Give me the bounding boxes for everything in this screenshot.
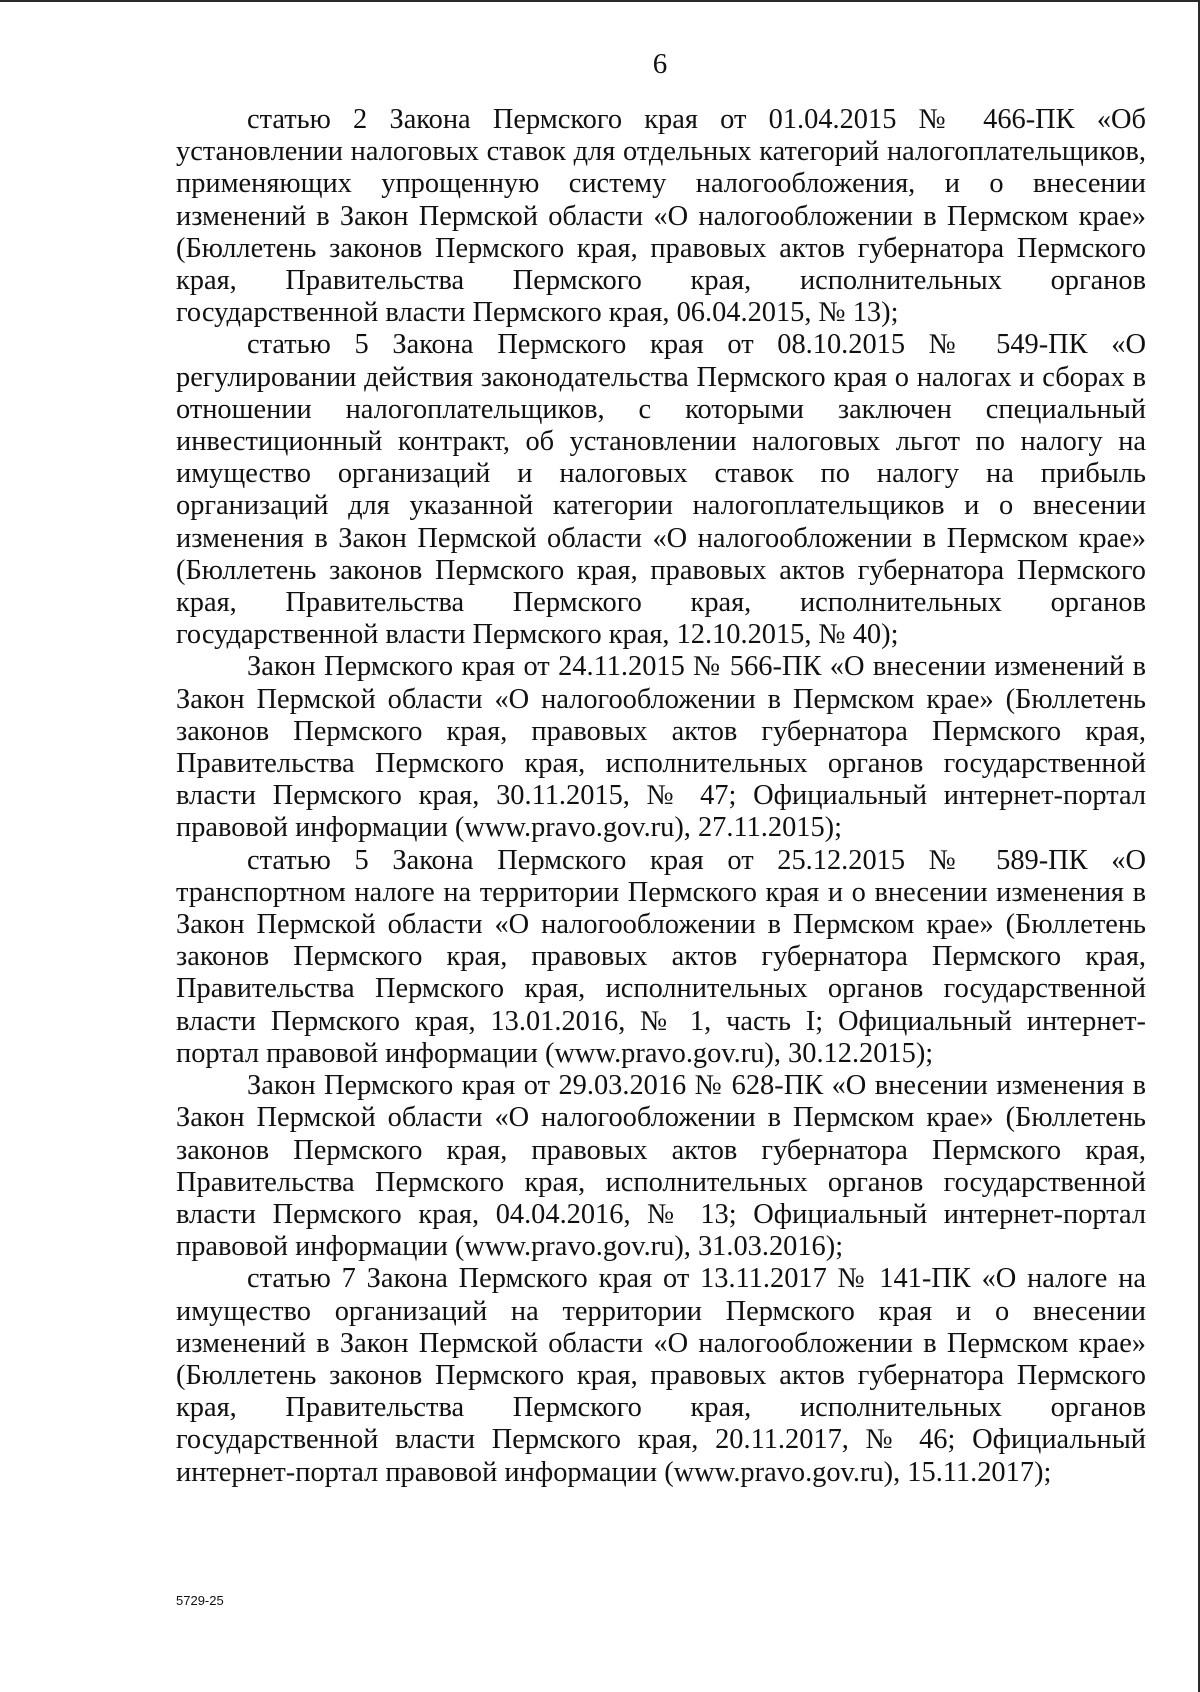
paragraph-article-5-law-549: статью 5 Закона Пермского края от 08.10.2015 № 549-ПК «О регулировании действия законодательства Пермского края о налогах и сборах в отношении налогоплательщиков, с которыми заключен специальный инвестиционный контракт, об установлении налоговых льгот по налогу на имущество организаций и налоговых ставок по налогу на прибыль организаций для указанной категории налогоплательщиков и о внесении изменения в Закон Пермской области «О налогообложении в Пермском крае» (Бюллетень законов Пермского края, правовых актов губернатора Пермского края, Правительства Пермского края, исполнительных органов государственной власти Пермского края, 12.10.2015, № 40); — [176, 329, 1146, 651]
paragraph-article-7-law-141: статью 7 Закона Пермского края от 13.11.2017 № 141-ПК «О налоге на имущество организаций на территории Пермского края и о внесении изменений в Закон Пермской области «О налогообложении в Пермском крае» (Бюллетень законов Пермского края, правовых актов губернатора Пермского края, Правительства Пермского края, исполнительных органов государственной власти Пермского края, 20.11.2017, № 46; Официальный интернет-портал правовой информации (www.pravo.gov.ru), 15.11.2017); — [176, 1263, 1146, 1488]
paragraph-article-2-law-466: статью 2 Закона Пермского края от 01.04.2015 № 466-ПК «Об установлении налоговых ставок для отдельных категорий налогоплательщиков, применяющих упрощенную систему налогообложения, и о внесении изменений в Закон Пермской области «О налогообложении в Пермском крае» (Бюллетень законов Пермского края, правовых актов губернатора Пермского края, Правительства Пермского края, исполнительных органов государственной власти Пермского края, 06.04.2015, № 13); — [176, 104, 1146, 329]
page-number: 6 — [652, 48, 668, 80]
paragraph-article-5-law-589: статью 5 Закона Пермского края от 25.12.2015 № 589-ПК «О транспортном налоге на территории Пермского края и о внесении изменения в Закон Пермской области «О налогообложении в Пермском крае» (Бюллетень законов Пермского края, правовых актов губернатора Пермского края, Правительства Пермского края, исполнительных органов государственной власти Пермского края, 13.01.2016, № 1, часть I; Официальный интернет-портал правовой информации (www.pravo.gov.ru), 30.12.2015); — [176, 844, 1146, 1069]
paragraph-law-566: Закон Пермского края от 24.11.2015 № 566-ПК «О внесении изменений в Закон Пермской области «О налогообложении в Пермском крае» (Бюллетень законов Пермского края, правовых актов губернатора Пермского края, Правительства Пермского края, исполнительных органов государственной власти Пермского края, 30.11.2015, № 47; Официальный интернет-портал правовой информации (www.pravo.gov.ru), 27.11.2015); — [176, 651, 1146, 844]
document-footer-code: 5729-25 — [176, 1593, 224, 1608]
document-body — [176, 104, 1146, 1489]
paragraph-law-628: Закон Пермского края от 29.03.2016 № 628-ПК «О внесении изменения в Закон Пермской области «О налогообложении в Пермском крае» (Бюллетень законов Пермского края, правовых актов губернатора Пермского края, Правительства Пермского края, исполнительных органов государственной власти Пермского края, 04.04.2016, № 13; Официальный интернет-портал правовой информации (www.pravo.gov.ru), 31.03.2016); — [176, 1070, 1146, 1263]
